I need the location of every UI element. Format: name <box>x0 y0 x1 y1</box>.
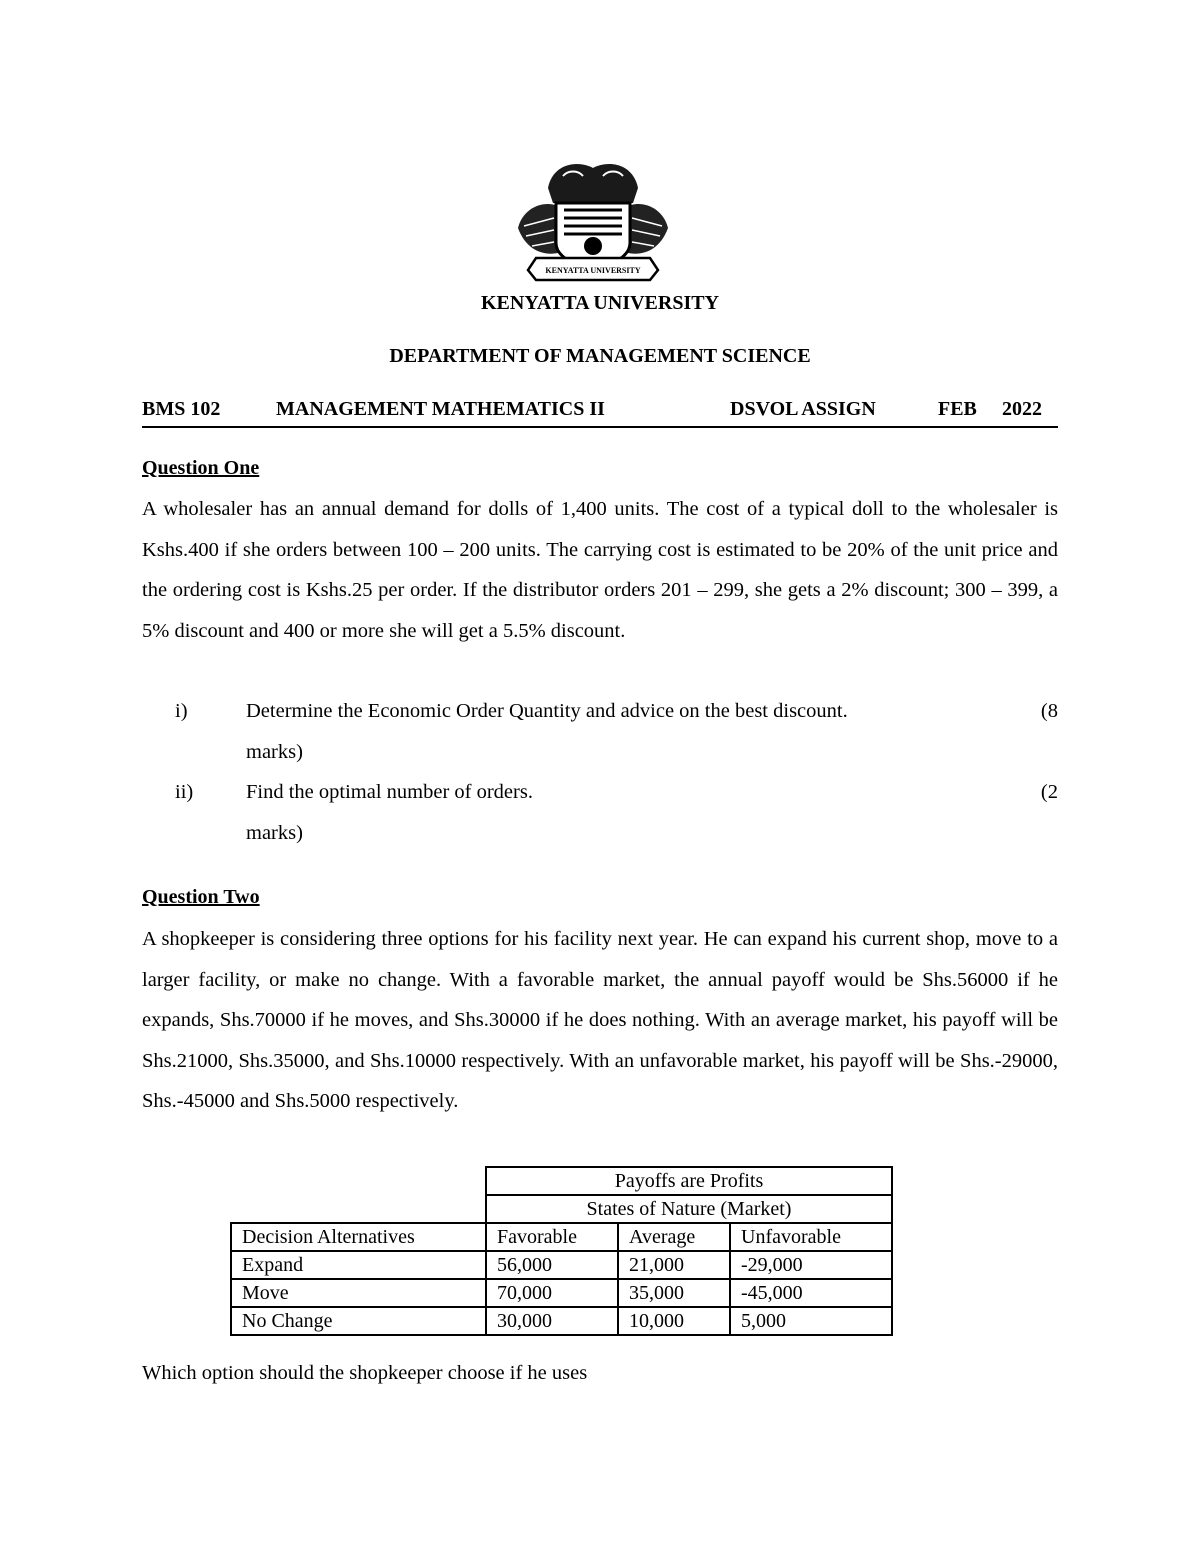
payoff-table <box>230 1166 893 1336</box>
table-header-cell: Average <box>618 1223 730 1251</box>
course-code: BMS 102 <box>142 398 221 420</box>
table-cell: 5,000 <box>730 1307 892 1335</box>
table-row <box>231 1307 892 1335</box>
table-header-cell: Unfavorable <box>730 1223 892 1251</box>
university-name: KENYATTA UNIVERSITY <box>480 292 720 314</box>
item-ii-marks-open: (2 <box>1040 781 1058 803</box>
item-i-number: i) <box>175 700 188 722</box>
table-cell: -29,000 <box>730 1251 892 1279</box>
question-two-closing: Which option should the shopkeeper choose if he uses <box>142 1362 588 1384</box>
question-one-heading: Question One <box>142 457 260 479</box>
table-title-row <box>231 1167 892 1195</box>
question-one-body: A wholesaler has an annual demand for dolls of 1,400 units. The cost of a typical doll to the wholesaler is Kshs.400 if she orders between 100 – 200 units. The carrying cost is estimated to be 20% of the unit price and the ordering cost is Kshs.25 per order. If the distributor orders 201 – 299, she gets a 2% discount; 300 – 399, a 5% discount and 400 or more she will get a 5.5% discount. <box>142 498 1058 642</box>
item-ii-text: Find the optimal number of orders. <box>246 781 533 803</box>
table-row <box>231 1279 892 1307</box>
table-cell: -45,000 <box>730 1279 892 1307</box>
exam-year: 2022 <box>1002 398 1042 420</box>
item-ii-marks-close: marks) <box>246 822 303 844</box>
table-subtitle: States of Nature (Market) <box>486 1195 892 1223</box>
table-cell: 35,000 <box>618 1279 730 1307</box>
question-two-heading: Question Two <box>142 886 260 908</box>
crest-banner-text: KENYATTA UNIVERSITY <box>545 266 641 275</box>
table-cell: 10,000 <box>618 1307 730 1335</box>
table-row <box>231 1251 892 1279</box>
question-two-body: A shopkeeper is considering three options for his facility next year. He can expand his current shop, move to a larger facility, or make no change. With a favorable market, the annual payoff would be Shs.56000 if he expands, Shs.70000 if he moves, and Shs.30000 if he does nothing. With an average market, his payoff will be Shs.21000, Shs.35000, and Shs.10000 respectively. With an unfavorable market, his payoff will be Shs.-29000, Shs.-45000 and Shs.5000 respectively. <box>142 928 1058 1112</box>
table-subtitle-row <box>231 1195 892 1223</box>
item-ii-number: ii) <box>175 781 194 803</box>
table-cell: 21,000 <box>618 1251 730 1279</box>
table-cell: 56,000 <box>486 1251 618 1279</box>
university-crest-logo <box>508 158 678 286</box>
item-i-marks-open: (8 <box>1040 700 1058 722</box>
table-cell: 30,000 <box>486 1307 618 1335</box>
table-cell: Move <box>231 1279 486 1307</box>
assignment-label: DSVOL ASSIGN <box>730 398 876 420</box>
course-title: MANAGEMENT MATHEMATICS II <box>276 398 605 420</box>
table-header-cell: Decision Alternatives <box>231 1223 486 1251</box>
exam-month: FEB <box>938 398 977 420</box>
table-title: Payoffs are Profits <box>486 1167 892 1195</box>
table-cell: No Change <box>231 1307 486 1335</box>
table-header-cell: Favorable <box>486 1223 618 1251</box>
department-name: DEPARTMENT OF MANAGEMENT SCIENCE <box>389 345 811 367</box>
table-cell: Expand <box>231 1251 486 1279</box>
course-header-row <box>142 398 1058 428</box>
table-header-row <box>231 1223 892 1251</box>
item-i-marks-close: marks) <box>246 741 303 763</box>
table-cell: 70,000 <box>486 1279 618 1307</box>
item-i-text: Determine the Economic Order Quantity and advice on the best discount. <box>246 700 848 722</box>
